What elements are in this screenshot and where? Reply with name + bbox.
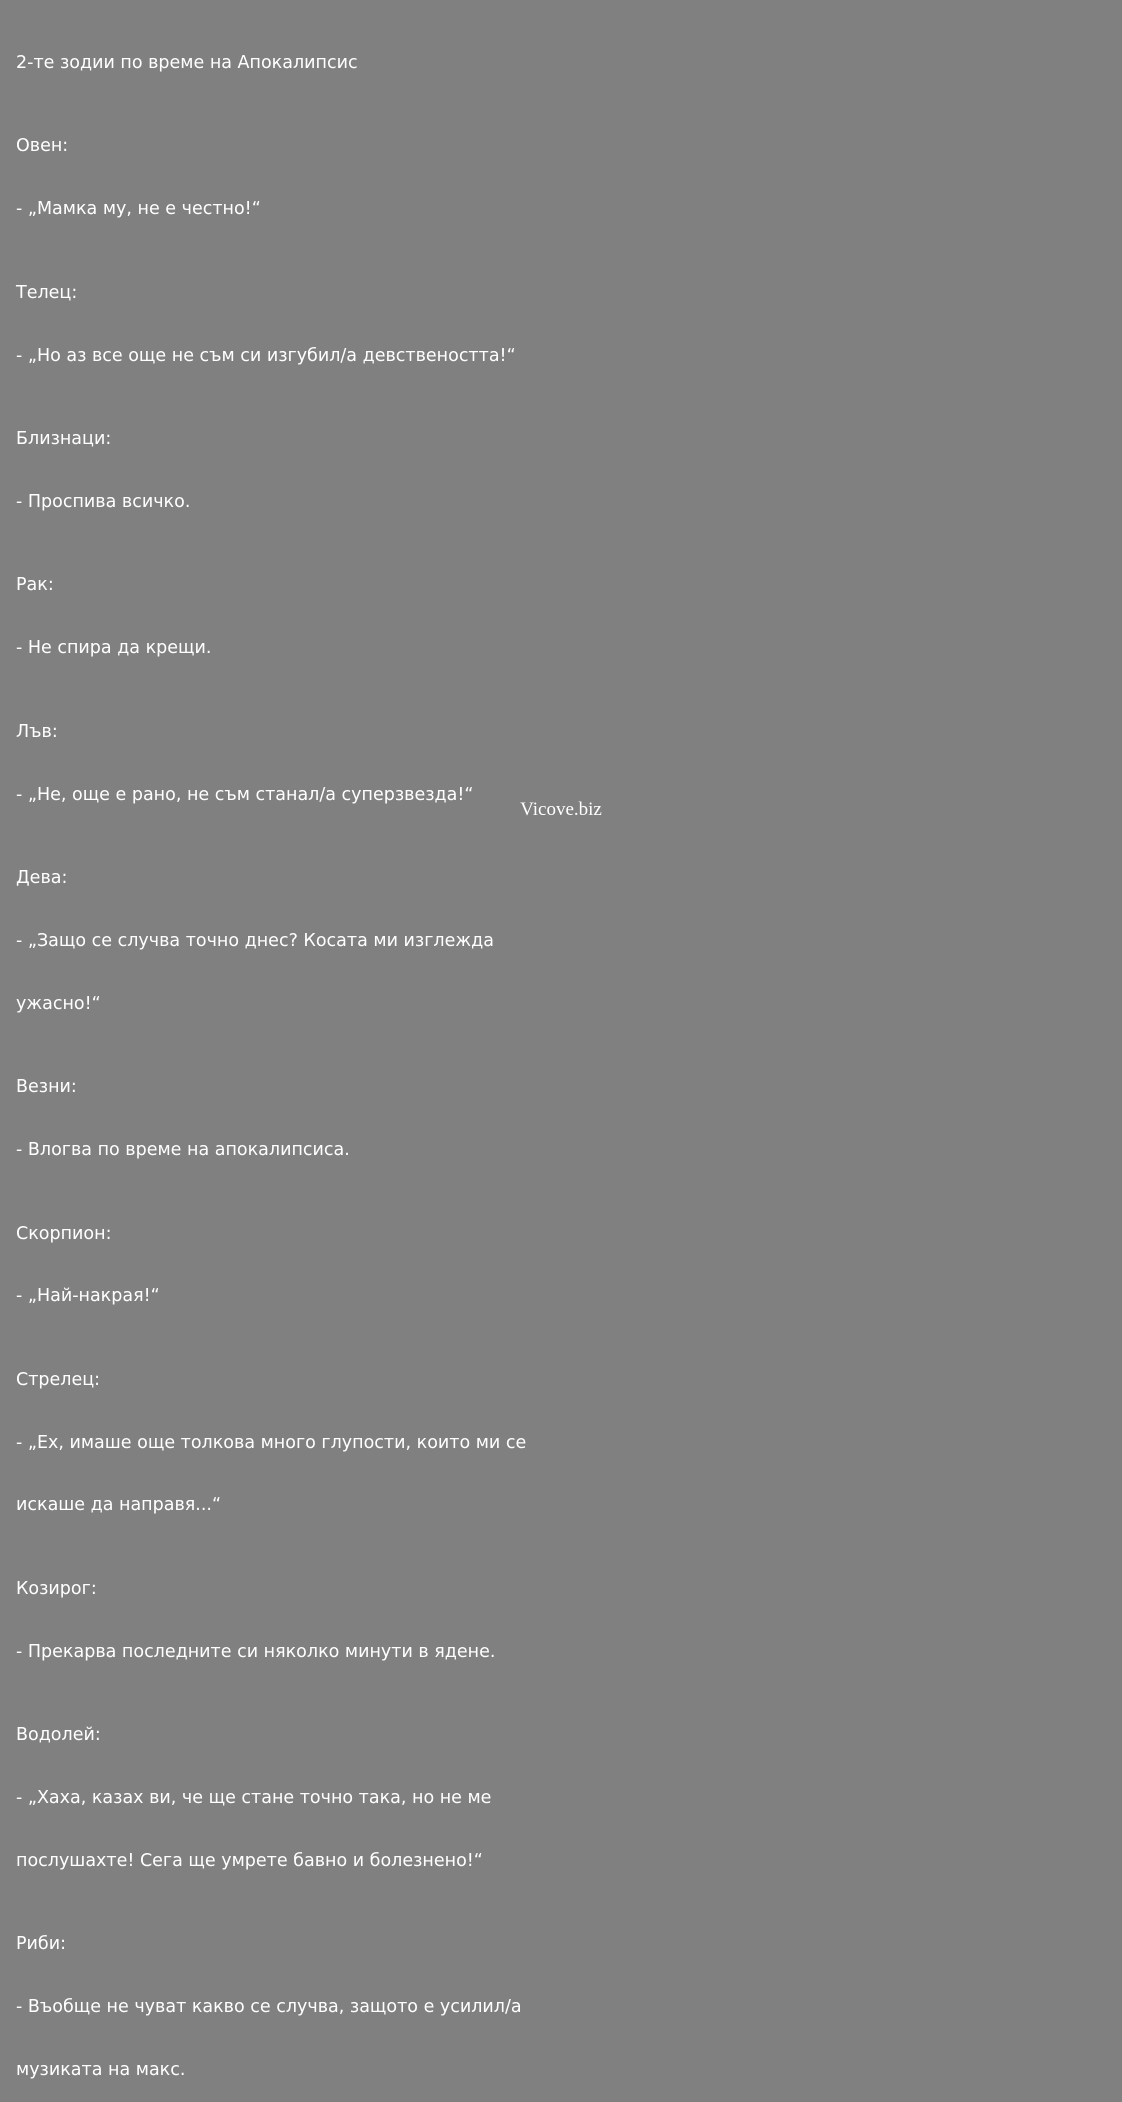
sign-label-aquarius: Водолей: (16, 1725, 101, 1746)
sign-label-pisces: Риби: (16, 1934, 66, 1955)
sign-label-cancer: Рак: (16, 575, 54, 596)
joke-text (16, 11, 576, 2102)
sign-quote-libra: - Влогва по време на апокалипсиса. (16, 1139, 350, 1160)
sign-quote-pisces-2: музиката на макс. (16, 2059, 186, 2080)
sign-quote-aquarius-1: - „Хаха, казах ви, че ще стане точно така, но не ме (16, 1788, 492, 1809)
sign-label-leo: Лъв: (16, 721, 58, 742)
site-watermark: Vicove.biz (520, 799, 602, 820)
sign-quote-capricorn: - Прекарва последните си няколко минути в ядене. (16, 1641, 496, 1662)
sign-quote-sagittarius-1: - „Ех, имаше още толкова много глупости, които ми се (16, 1432, 527, 1453)
sign-quote-taurus: - „Но аз все още не съм си изгубил/а девствеността!“ (16, 345, 516, 366)
sign-quote-virgo-1: - „Защо се случва точно днес? Косата ми изглежда (16, 930, 494, 951)
joke-title: 2-те зодии по време на Апокалипсис (16, 52, 358, 73)
sign-quote-cancer: - Не спира да крещи. (16, 638, 212, 659)
sign-quote-pisces-1: - Въобще не чуват какво се случва, защото е усилил/а (16, 1997, 522, 2018)
sign-label-virgo: Дева: (16, 868, 68, 889)
sign-quote-scorpio: - „Най-накрая!“ (16, 1286, 160, 1307)
sign-label-sagittarius: Стрелец: (16, 1369, 101, 1390)
sign-quote-virgo-2: ужасно!“ (16, 993, 101, 1014)
sign-label-aries: Овен: (16, 136, 69, 157)
sign-quote-gemini: - Проспива всичко. (16, 491, 191, 512)
sign-quote-aries: - „Мамка му, не е честно!“ (16, 199, 261, 220)
sign-label-taurus: Телец: (16, 282, 78, 303)
sign-label-scorpio: Скорпион: (16, 1223, 112, 1244)
sign-quote-aquarius-2: послушахте! Сега ще умрете бавно и болезнено!“ (16, 1850, 483, 1871)
sign-label-gemini: Близнаци: (16, 429, 112, 450)
sign-label-capricorn: Козирог: (16, 1578, 97, 1599)
sign-label-libra: Везни: (16, 1077, 77, 1098)
sign-quote-sagittarius-2: искаше да направя...“ (16, 1495, 222, 1516)
sign-quote-leo: - „Не, още е рано, не съм станал/а суперзвезда!“ (16, 784, 474, 805)
